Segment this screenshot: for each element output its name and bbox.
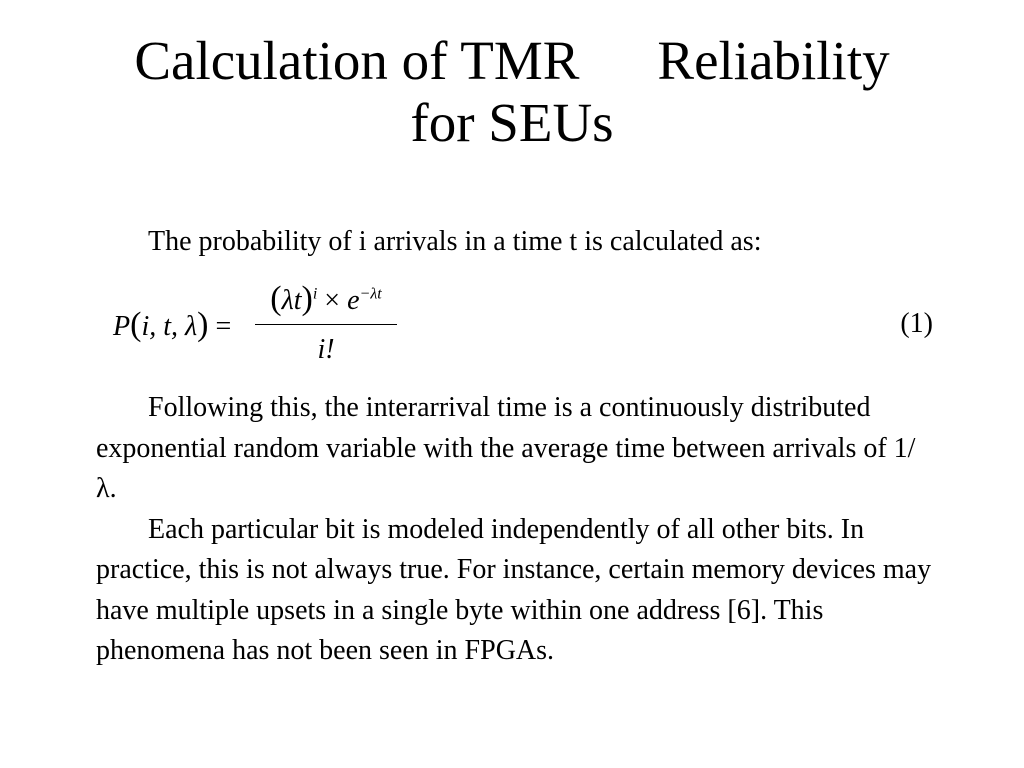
body-text <box>96 388 932 672</box>
paragraph-2: Each particular bit is modeled independently of all other bits. In practice, this is not always true. For instance, certain memory devices may have multiple upsets in a single byte within one address [6]. This phenomena has not been seen in FPGAs. <box>96 513 932 666</box>
title-line-2: for SEUs <box>410 92 614 153</box>
title-part-2: Reliability <box>657 30 890 91</box>
fraction-bar <box>255 324 397 325</box>
equation-numerator: $(\lambda t)^i \times e^{-\lambda t}$ <box>270 280 382 317</box>
numerator-base: λt <box>281 285 302 316</box>
equation-number: (1) <box>900 308 933 339</box>
equation-equals: = <box>215 311 232 342</box>
exp-base: e <box>347 285 360 316</box>
times-sign: × <box>324 285 341 316</box>
intro-text: The probability of i arrivals in a time t is calculated as: <box>148 226 762 257</box>
equation-args: i, t, λ <box>141 311 198 342</box>
paragraph-1: Following this, the interarrival time is a continuously distributed exponential random variable with the average time between arrivals of 1/λ. <box>96 392 916 504</box>
exp-power: −λt <box>359 285 382 303</box>
equation-denominator: i! <box>317 334 335 365</box>
numerator-exponent: i <box>312 285 318 303</box>
title-part-1: Calculation of TMR <box>134 30 580 91</box>
equation-block <box>113 278 933 370</box>
equation-lhs: P(i, t, λ) = <box>113 306 232 343</box>
slide-title <box>0 30 1024 154</box>
equation-function: P <box>113 311 131 342</box>
